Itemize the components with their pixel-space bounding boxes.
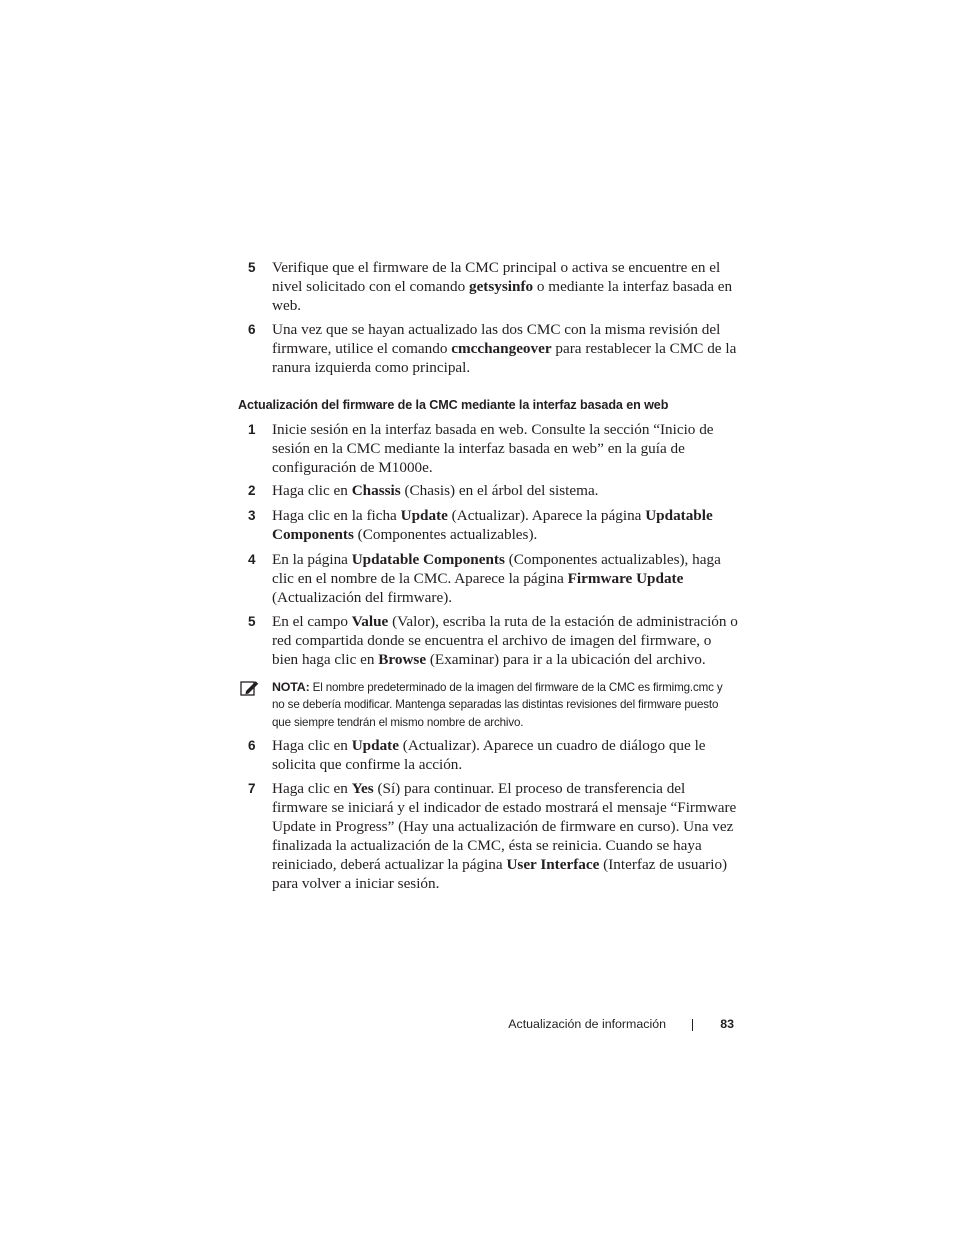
note-filename: firmimg.cmc: [652, 681, 714, 694]
step-number: 6: [248, 322, 256, 337]
text-run: (Valor), escriba la ruta de la estación de administración o red compartida donde se encuentra el archivo de imagen del firmware, o bien haga clic en: [272, 613, 738, 668]
ui-term: Updatable Components: [351, 551, 505, 568]
text-run: (Interfaz de usuario) para volver a iniciar sesión.: [272, 855, 728, 892]
text-run: Inicie sesión en la interfaz basada en web. Consulte la sección “Inicio de sesión en la CMC mediante la interfaz basada en web” en la guía de configuración de M1000e.: [272, 421, 714, 476]
ui-term: Update: [400, 507, 448, 524]
text-run: o mediante la interfaz basada en web.: [272, 277, 733, 314]
text-run: (Actualizar). Aparece la página: [447, 507, 646, 524]
ui-term: getsysinfo: [468, 277, 534, 295]
ui-term: Firmware Update: [567, 569, 684, 587]
step-number: 4: [248, 552, 256, 567]
text-run: Haga clic en: [272, 737, 352, 754]
ui-term: Updatable Components: [272, 507, 713, 543]
text-run: En el campo: [272, 613, 352, 630]
text-run: Haga clic en la ficha: [272, 507, 401, 524]
step-text: [272, 780, 738, 893]
note-text-after: y no se debería modificar. Mantenga separadas las distintas revisiones del firmware puesto que siempre tendrán el mismo nombre de archivo.: [272, 681, 723, 729]
text-run: (Componentes actualizables).: [353, 525, 538, 543]
step-number: 6: [248, 738, 256, 753]
footer-section-title: Actualización de información: [508, 1017, 666, 1031]
text-run: (Actualización del firmware).: [272, 588, 453, 606]
text-run: Haga clic en: [272, 780, 352, 797]
step-text: [272, 482, 738, 501]
section-heading: Actualización del firmware de la CMC mediante la interfaz basada en web: [238, 398, 669, 412]
step-text: [272, 737, 738, 775]
text-run: En la página: [272, 551, 352, 568]
step-text: [272, 421, 738, 478]
text-run: (Chasis) en el árbol del sistema.: [400, 482, 599, 499]
ui-term: User Interface: [506, 855, 600, 873]
text-run: Haga clic en: [272, 482, 352, 499]
step-number: 2: [248, 483, 256, 498]
note-label: NOTA:: [272, 680, 310, 694]
step-number: 5: [248, 614, 256, 629]
ui-term: Update: [351, 737, 399, 754]
text-run: (Actualizar). Aparece un cuadro de diálogo que le solicita que confirme la acción.: [272, 737, 706, 773]
step-text: [272, 613, 738, 670]
ui-term: Chassis: [351, 482, 401, 499]
step-number: 1: [248, 422, 256, 437]
ui-term: cmcchangeover: [451, 339, 552, 357]
step-text: [272, 259, 738, 316]
note-text: [272, 679, 738, 731]
step-number: 3: [248, 508, 256, 523]
step-number: 5: [248, 260, 256, 275]
text-run: Una vez que se hayan actualizado las dos CMC con la misma revisión del firmware, utilice el comando: [272, 321, 721, 357]
note-text-before: El nombre predeterminado de la imagen del firmware de la CMC es: [309, 681, 653, 694]
ui-term: Value: [351, 613, 389, 630]
text-run: para restablecer la CMC de la ranura izquierda como principal.: [272, 339, 737, 376]
pencil-note-icon: [240, 679, 260, 697]
text-run: (Examinar) para ir a la ubicación del archivo.: [426, 650, 706, 668]
text-run: Verifique que el firmware de la CMC principal o activa se encuentre en el nivel solicitado con el comando: [272, 259, 721, 295]
ui-term: Yes: [351, 780, 374, 797]
step-number: 7: [248, 781, 256, 796]
page-footer: [480, 1014, 738, 1034]
ui-term: Browse: [378, 650, 427, 668]
text-run: (Sí) para continuar. El proceso de transferencia del firmware se iniciará y el indicador de estado mostrará el mensaje “Firmware Update in Progress” (Hay una actualización de firmware en curso). Una vez finalizada la actualización de la CMC, ésta se reinicia. Cuando se haya reiniciado, deberá actualizar la página: [272, 780, 737, 873]
step-text: [272, 551, 738, 608]
footer-divider: [692, 1019, 693, 1031]
step-text: [272, 507, 738, 545]
text-run: (Componentes actualizables), haga clic en el nombre de la CMC. Aparece la página: [272, 551, 721, 587]
page-number: 83: [720, 1017, 734, 1031]
step-text: [272, 321, 738, 378]
